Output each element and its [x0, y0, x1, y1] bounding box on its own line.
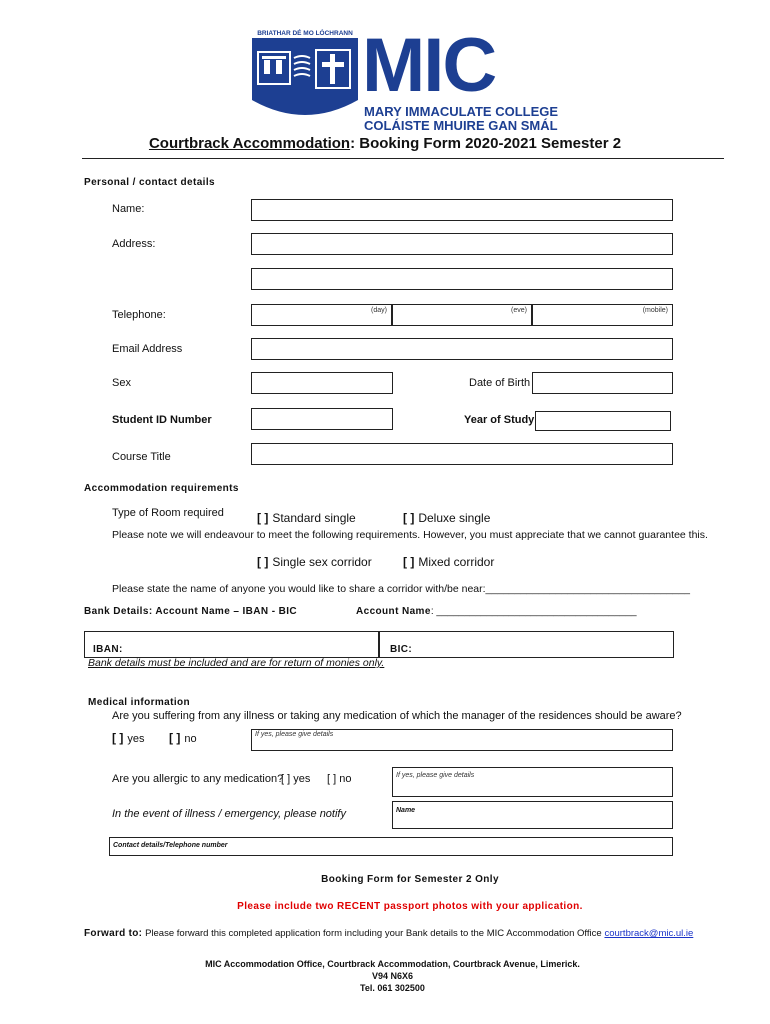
office-postcode: V94 N6X6 — [371, 971, 414, 981]
allergy-details-field[interactable] — [392, 767, 673, 797]
tel-eve-hint: (eve) — [511, 307, 527, 314]
illness-details-hint: If yes, please give details — [255, 731, 334, 738]
bank-note: Bank details must be included and are for return of monies only. — [88, 657, 385, 669]
iban-label: IBAN: — [93, 644, 123, 655]
checkbox-mark: [ ] — [403, 555, 415, 569]
telephone-mobile-field[interactable] — [532, 304, 673, 326]
sex-label: Sex — [112, 377, 131, 389]
office-address: MIC Accommodation Office, Courtbrack Accommodation, Courtbrack Avenue, Limerick. — [205, 959, 580, 969]
title-link: Courtbrack Accommodation — [148, 135, 351, 152]
standard-single-label: Standard single — [272, 511, 356, 525]
tel-mobile-hint: (mobile) — [642, 307, 668, 314]
checkbox-mark: [ ] — [169, 731, 181, 745]
photos-note: Please include two RECENT passport photos with your application. — [237, 901, 583, 912]
bank-heading: Bank Details: Account Name – IBAN - BIC — [84, 606, 298, 617]
logo-motto: BRIATHAR DÉ MO LÓCHRANN — [257, 30, 353, 37]
logo-name-ga: COLÁISTE MHUIRE GAN SMÁL — [364, 118, 558, 133]
mixed-corridor-checkbox[interactable] — [403, 555, 494, 569]
sex-field[interactable] — [251, 372, 393, 394]
bic-field[interactable] — [379, 631, 674, 658]
allergy-no-checkbox[interactable]: [ ] no — [327, 773, 352, 785]
title-rest: : Booking Form 2020-2021 Semester 2 — [350, 135, 622, 152]
dob-field[interactable] — [532, 372, 673, 394]
name-field[interactable] — [251, 199, 673, 221]
tel-day-hint: (day) — [371, 307, 387, 314]
emergency-name-hint: Name — [396, 807, 416, 814]
email-link[interactable]: courtbrack@mic.ul.ie — [604, 928, 694, 939]
illness-no-checkbox[interactable] — [169, 731, 197, 745]
year-label: Year of Study — [464, 414, 535, 426]
emergency-contact-field[interactable] — [109, 837, 673, 856]
allergy-yes-checkbox[interactable]: [ ] yes — [281, 773, 311, 785]
emergency-contact-hint: Contact details/Telephone number — [113, 842, 228, 849]
emergency-name-field[interactable] — [392, 801, 673, 829]
bic-label: BIC: — [390, 644, 413, 655]
deluxe-single-label: Deluxe single — [418, 511, 491, 525]
allergy-details-hint: If yes, please give details — [396, 772, 475, 779]
checkbox-mark: [ ] — [257, 555, 269, 569]
address-field-1[interactable] — [251, 233, 673, 255]
checkbox-mark: [ ] — [403, 511, 415, 525]
telephone-label: Telephone: — [112, 309, 166, 321]
iban-field[interactable] — [84, 631, 379, 658]
address-label: Address: — [112, 238, 156, 250]
personal-heading: Personal / contact details — [84, 177, 215, 188]
page-title — [0, 135, 770, 152]
standard-single-checkbox[interactable] — [257, 511, 356, 525]
address-field-2[interactable] — [251, 268, 673, 290]
email-label: Email Address — [112, 343, 183, 355]
telephone-eve-field[interactable] — [392, 304, 532, 326]
telephone-day-field[interactable] — [251, 304, 392, 326]
share-corridor-field[interactable]: Please state the name of anyone you would like to share a corridor with/be near:___________________________________ — [112, 583, 690, 595]
forward-label: Forward to: — [84, 928, 143, 939]
account-name-label: Account Name — [356, 606, 431, 617]
title-divider — [82, 158, 724, 159]
forward-line — [84, 928, 693, 939]
checkbox-mark: [ ] — [257, 511, 269, 525]
name-label: Name: — [112, 203, 145, 215]
logo-acronym: MIC — [362, 23, 496, 108]
account-name-line: : ____________________________________ — [430, 606, 637, 617]
illness-details-field[interactable] — [251, 729, 673, 751]
forward-text: Please forward this completed application form including your Bank details to the MIC Accommodation Office — [145, 928, 602, 939]
deluxe-single-checkbox[interactable] — [403, 511, 490, 525]
checkbox-mark: [ ] — [112, 731, 124, 745]
allergy-question: Are you allergic to any medication? — [112, 773, 284, 785]
illness-yes-label: yes — [127, 733, 145, 745]
semester-only-note: Booking Form for Semester 2 Only — [321, 874, 499, 885]
illness-yes-checkbox[interactable] — [112, 731, 144, 745]
room-type-label: Type of Room required — [112, 507, 224, 519]
accommodation-heading: Accommodation requirements — [84, 483, 239, 494]
single-sex-checkbox[interactable] — [257, 555, 372, 569]
mixed-corridor-label: Mixed corridor — [418, 555, 495, 569]
account-name-field[interactable] — [356, 606, 637, 617]
medical-heading: Medical information — [88, 697, 191, 708]
single-sex-label: Single sex corridor — [272, 555, 372, 569]
accommodation-note: Please note we will endeavour to meet the following requirements. However, you must appreciate that we cannot guarantee this. — [112, 529, 708, 541]
course-label: Course Title — [112, 451, 171, 463]
student-id-field[interactable] — [251, 408, 393, 430]
student-id-label: Student ID Number — [112, 414, 212, 426]
logo-name-en: MARY IMMACULATE COLLEGE — [364, 104, 559, 119]
illness-no-label: no — [184, 733, 197, 745]
office-tel: Tel. 061 302500 — [360, 983, 425, 993]
dob-label: Date of Birth — [469, 377, 531, 389]
illness-question: Are you suffering from any illness or taking any medication of which the manager of the residences should be aware? — [112, 710, 682, 722]
college-logo — [250, 23, 560, 133]
emergency-label: In the event of illness / emergency, please notify — [112, 808, 346, 820]
email-field[interactable] — [251, 338, 673, 360]
year-field[interactable] — [535, 411, 671, 431]
course-field[interactable] — [251, 443, 673, 465]
